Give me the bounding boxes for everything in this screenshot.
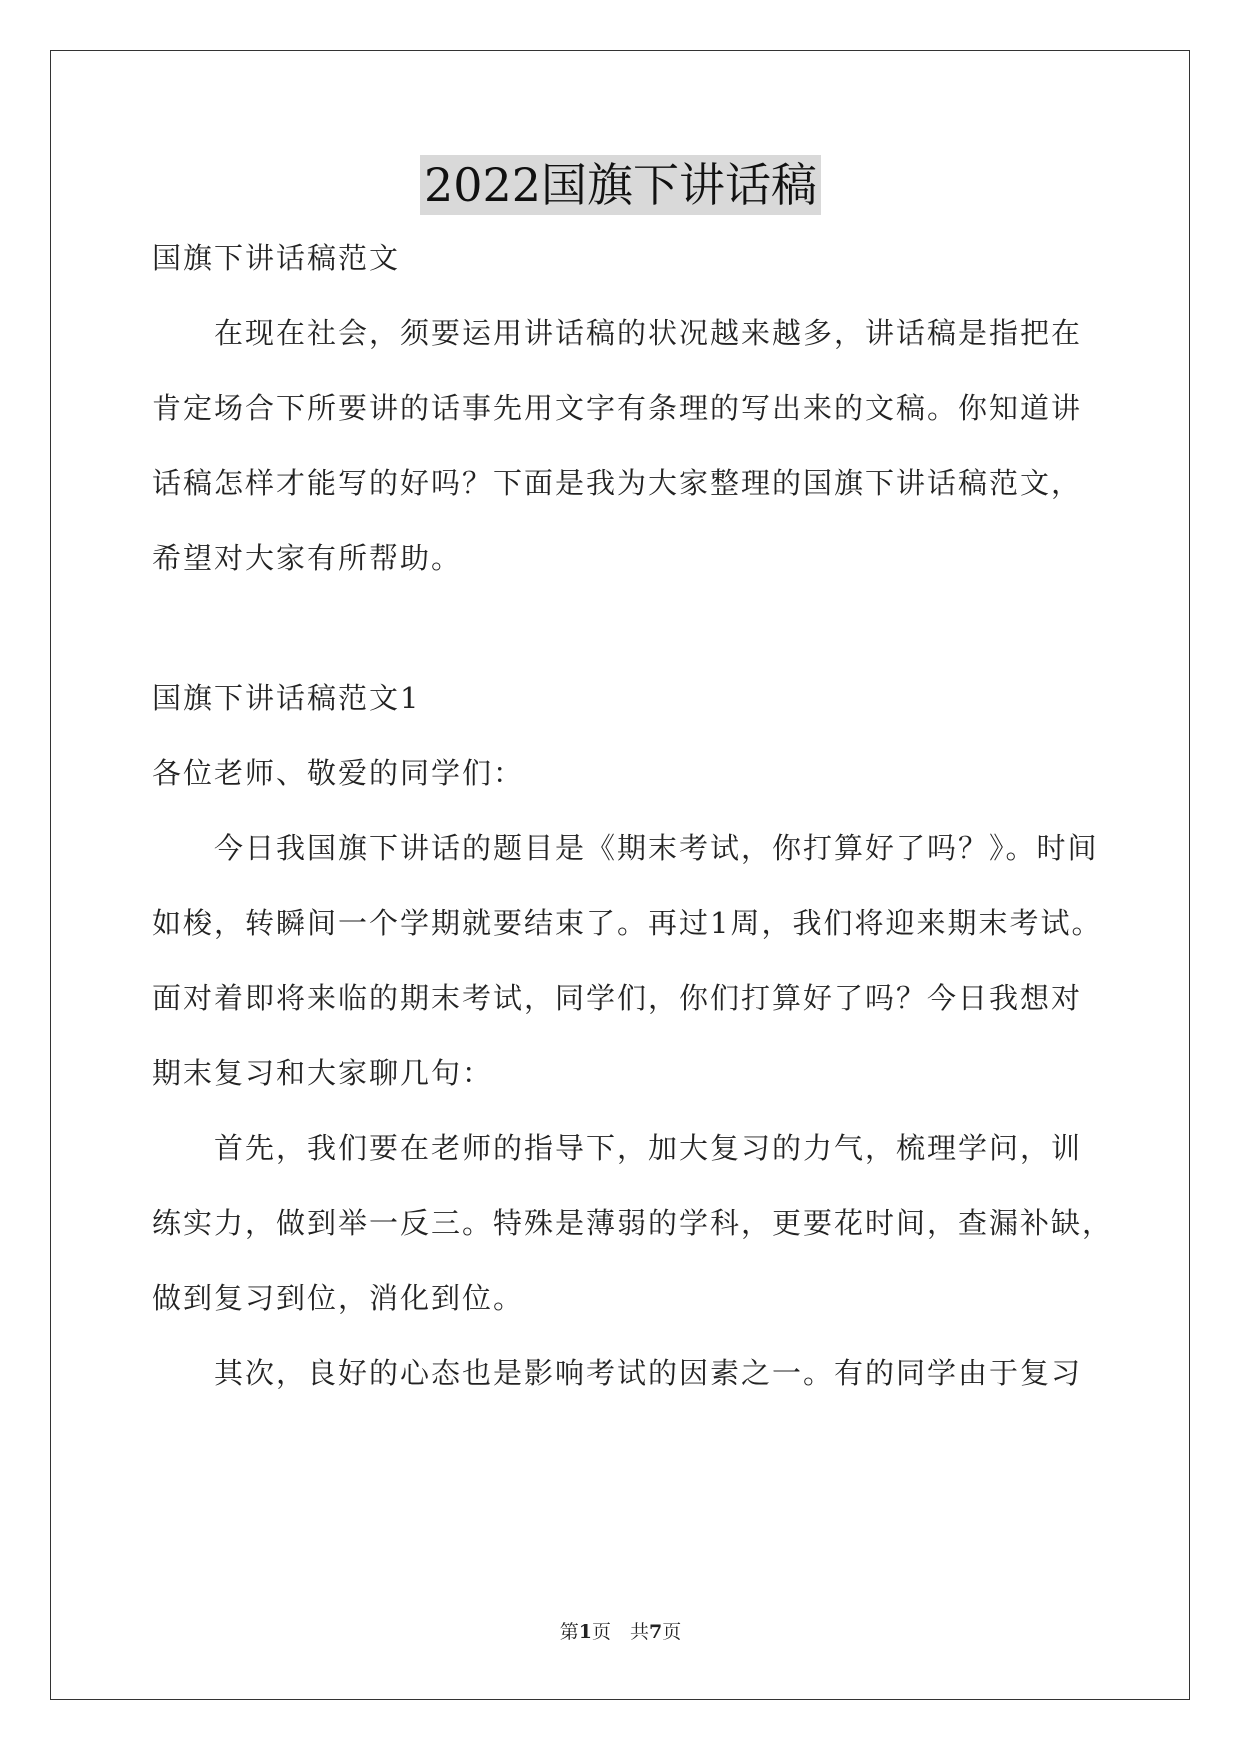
salutation-line: 各位老师、敬爱的同学们： [152,756,525,790]
paragraph-line: 在现在社会，须要运用讲话稿的状况越来越多，讲话稿是指把在 [214,316,1083,350]
paragraph-line: 其次，良好的心态也是影响考试的因素之一。有的同学由于复习 [214,1356,1083,1390]
document-title: 2022国旗下讲话稿 [420,155,821,215]
section-heading: 国旗下讲话稿范文 [152,241,401,275]
page-border [50,50,1190,1700]
footer-suffix: 页 [662,1621,682,1643]
paragraph-line: 练实力，做到举一反三。特殊是薄弱的学科，更要花时间，查漏补缺， [152,1206,1114,1240]
paragraph-line: 如梭，转瞬间一个学期就要结束了。再过1周，我们将迎来期末考试。 [152,906,1103,940]
footer-mid: 页 共 [591,1621,649,1643]
title-container [0,155,1241,215]
paragraph-line: 话稿怎样才能写的好吗？下面是我为大家整理的国旗下讲话稿范文， [152,466,1083,500]
paragraph-line: 希望对大家有所帮助。 [152,541,463,575]
footer-prefix: 第 [559,1621,579,1643]
paragraph-line: 期末复习和大家聊几句： [152,1056,494,1090]
footer-total-pages: 7 [649,1621,663,1643]
footer-page-number: 1 [578,1621,592,1643]
section-heading: 国旗下讲话稿范文1 [152,681,421,715]
paragraph-line: 肯定场合下所要讲的话事先用文字有条理的写出来的文稿。你知道讲 [152,391,1083,425]
paragraph-line: 首先，我们要在老师的指导下，加大复习的力气，梳理学问，训 [214,1131,1083,1165]
paragraph-line: 做到复习到位，消化到位。 [152,1281,525,1315]
paragraph-line: 面对着即将来临的期末考试，同学们，你们打算好了吗？今日我想对 [152,981,1083,1015]
paragraph-line: 今日我国旗下讲话的题目是《期末考试，你打算好了吗？》。时间 [214,831,1099,865]
page-footer [0,1620,1241,1644]
